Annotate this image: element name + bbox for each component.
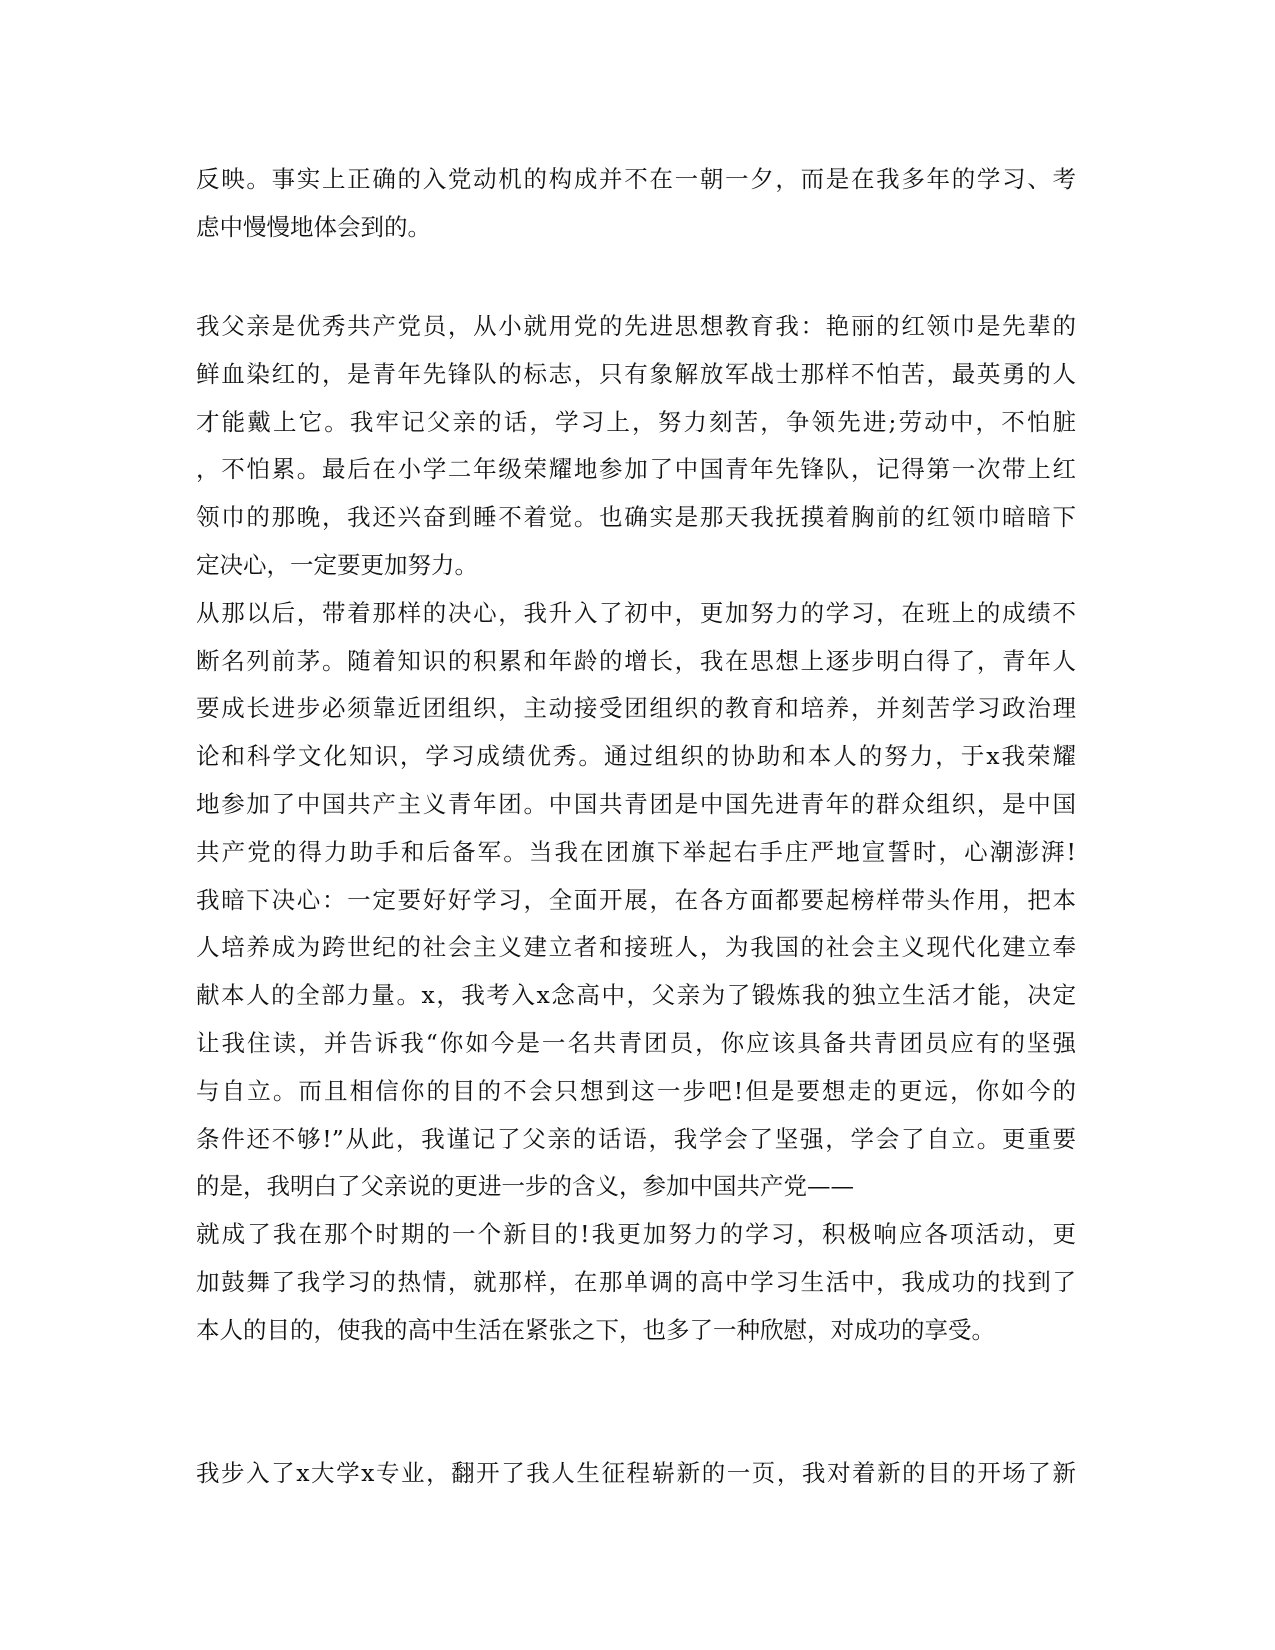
text-line: 鲜血染红的，是青年先锋队的标志，只有象解放军战士那样不怕苦，最英勇的人	[196, 359, 1076, 388]
text-line: 献本人的全部力量。x，我考入x念高中，父亲为了锻炼我的独立生活才能，决定	[196, 981, 1076, 1010]
text-line: 共产党的得力助手和后备军。当我在团旗下举起右手庄严地宣誓时，心潮澎湃!	[196, 837, 1076, 866]
text-line: 我步入了x大学x专业，翻开了我人生征程崭新的一页，我对着新的目的开场了新	[196, 1459, 1076, 1487]
text-line: 从那以后，带着那样的决心，我升入了初中，更加努力的学习，在班上的成绩不	[196, 598, 1076, 627]
paragraph-2	[196, 303, 1076, 1355]
text-line: 就成了我在那个时期的一个新目的!我更加努力的学习，积极响应各项活动，更	[196, 1220, 1076, 1249]
text-line: 领巾的那晚，我还兴奋到睡不着觉。也确实是那天我抚摸着胸前的红领巾暗暗下	[196, 503, 1076, 532]
text-line: 加鼓舞了我学习的热情，就那样，在那单调的高中学习生活中，我成功的找到了	[196, 1267, 1076, 1296]
text-line: 反映。事实上正确的入党动机的构成并不在一朝一夕，而是在我多年的学习、考	[196, 165, 1076, 193]
text-line: ，不怕累。最后在小学二年级荣耀地参加了中国青年先锋队，记得第一次带上红	[196, 455, 1076, 484]
text-line: 要成长进步必须靠近团组织，主动接受团组织的教育和培养，并刻苦学习政治理	[196, 694, 1076, 723]
text-line: 论和科学文化知识，学习成绩优秀。通过组织的协助和本人的努力，于x我荣耀	[196, 742, 1076, 771]
paragraph-1	[196, 156, 1076, 252]
text-line: 条件还不够!”从此，我谨记了父亲的话语，我学会了坚强，学会了自立。更重要	[196, 1124, 1076, 1153]
text-line: 我暗下决心：一定要好好学习，全面开展，在各方面都要起榜样带头作用，把本	[196, 885, 1076, 914]
text-line: 定决心，一定要更加努力。	[196, 550, 478, 579]
text-line: 我父亲是优秀共产党员，从小就用党的先进思想教育我：艳丽的红领巾是先辈的	[196, 312, 1076, 340]
text-line: 与自立。而且相信你的目的不会只想到这一步吧!但是要想走的更远，你如今的	[196, 1076, 1076, 1105]
text-line: 人培养成为跨世纪的社会主义建立者和接班人，为我国的社会主义现代化建立奉	[196, 933, 1076, 962]
text-line: 地参加了中国共产主义青年团。中国共青团是中国先进青年的群众组织，是中国	[196, 789, 1076, 818]
text-line: 本人的目的，使我的高中生活在紧张之下，也多了一种欣慰，对成功的享受。	[196, 1315, 995, 1344]
text-line: 才能戴上它。我牢记父亲的话，学习上，努力刻苦，争领先进;劳动中，不怕脏	[196, 407, 1076, 436]
text-line: 断名列前茅。随着知识的积累和年龄的增长，我在思想上逐步明白得了，青年人	[196, 646, 1076, 675]
text-line: 的是，我明白了父亲说的更进一步的含义，参加中国共产党——	[196, 1172, 854, 1201]
text-line: 虑中慢慢地体会到的。	[196, 212, 431, 241]
text-line: 让我住读，并告诉我“你如今是一名共青团员，你应该具备共青团员应有的坚强	[196, 1028, 1076, 1057]
paragraph-3	[196, 1450, 1076, 1498]
